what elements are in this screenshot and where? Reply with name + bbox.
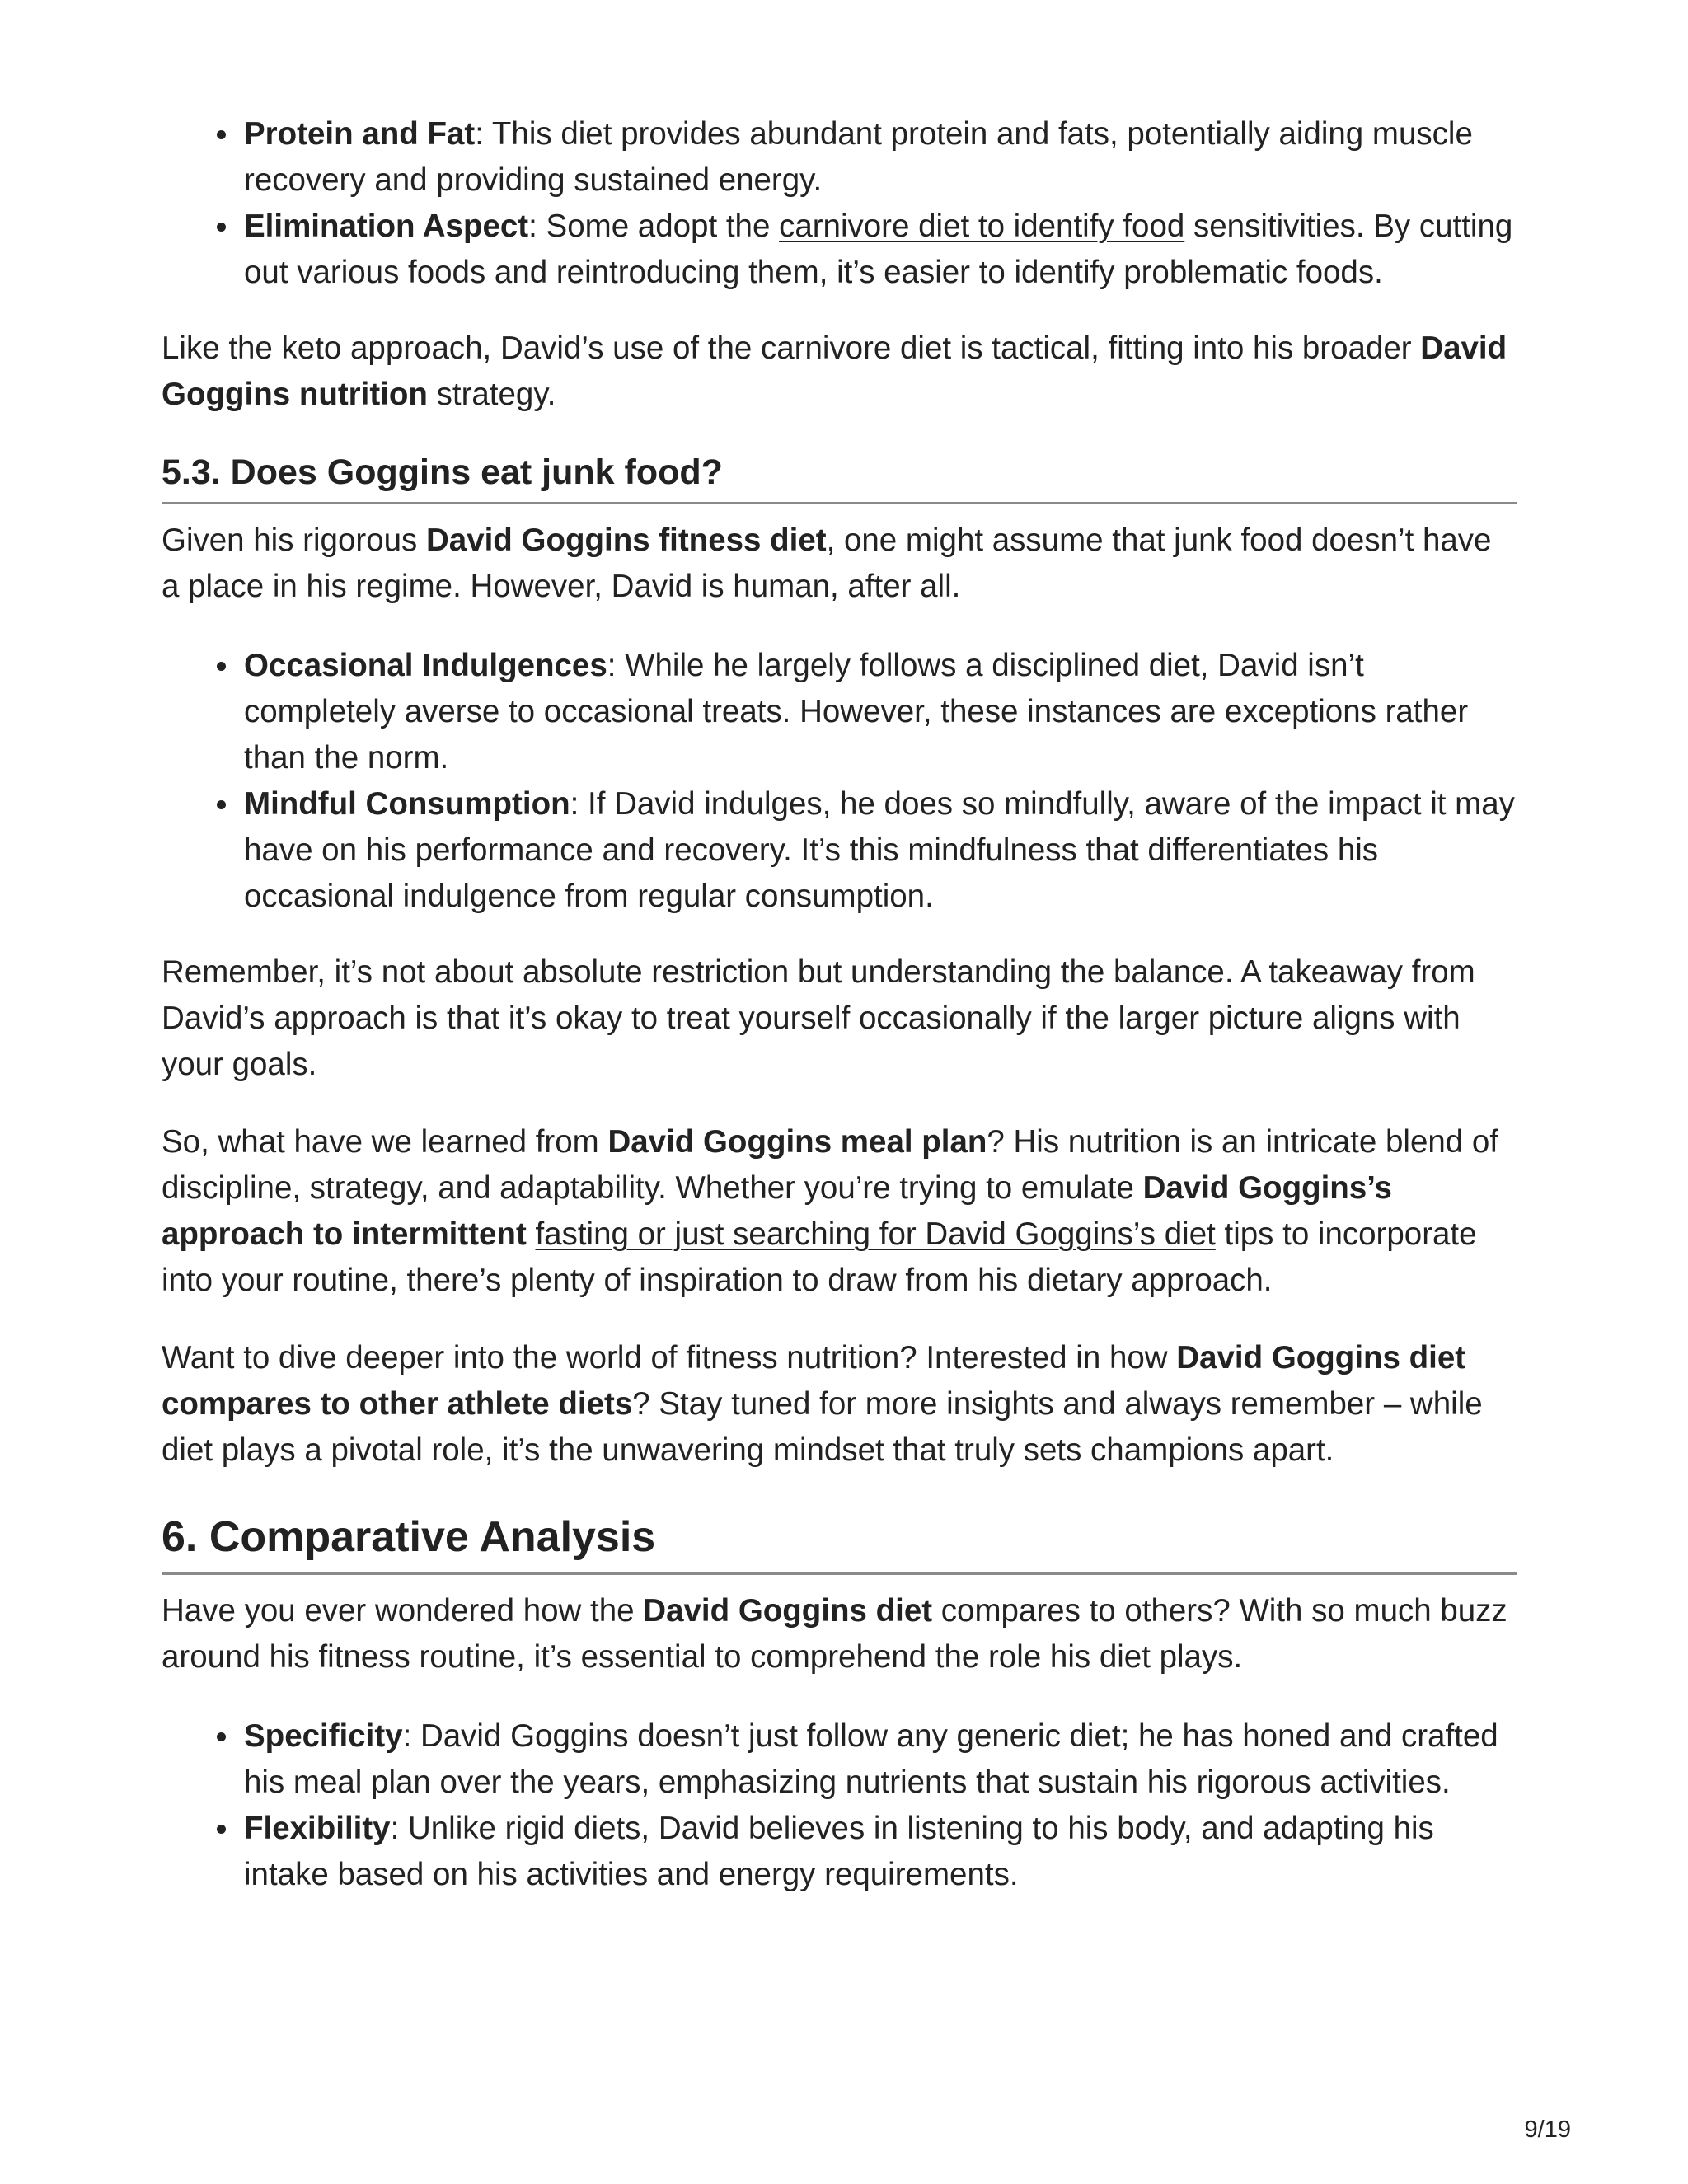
text: strategy. bbox=[427, 377, 556, 412]
list-item-elimination bbox=[244, 204, 1517, 296]
item-term: Specificity bbox=[244, 1718, 403, 1754]
bold-text: David Goggins meal plan bbox=[607, 1124, 987, 1160]
text: Given his rigorous bbox=[162, 523, 426, 558]
item-text: : Unlike rigid diets, David believes in listening to his body, and adapting his intake based on his activities and energy requirements. bbox=[244, 1811, 1434, 1892]
bold-text: David Goggins’s approach to intermittent bbox=[162, 1170, 1392, 1252]
item-term: Occasional Indulgences bbox=[244, 648, 607, 683]
article-content bbox=[162, 111, 1517, 1898]
item-text: : If David indulges, he does so mindfully, aware of the impact it may have on his performance and recovery. It’s this mindfulness that differentiates his occasional indulgence from regular consumption. bbox=[244, 786, 1515, 914]
text: ? Stay tuned for more insights and always remember – while diet plays a pivotal role, it’s the unwavering mindset that truly sets champions apart. bbox=[162, 1386, 1483, 1468]
text: Want to dive deeper into the world of fitness nutrition? Interested in how bbox=[162, 1340, 1177, 1376]
indulgence-list bbox=[162, 643, 1517, 920]
fasting-diet-link[interactable]: fasting or just searching for David Goggins’s diet bbox=[535, 1216, 1216, 1252]
list-item-flexibility bbox=[244, 1806, 1517, 1898]
text: Like the keto approach, David’s use of the carnivore diet is tactical, fitting into his broader bbox=[162, 330, 1421, 366]
bold-text: David Goggins fitness diet bbox=[425, 523, 827, 558]
text: Have you ever wondered how the bbox=[162, 1593, 644, 1629]
paragraph-junk-intro bbox=[162, 518, 1517, 610]
item-term: Elimination Aspect bbox=[244, 209, 529, 244]
item-term: Mindful Consumption bbox=[244, 786, 570, 822]
text: , one might assume that junk food doesn’t have a place in his regime. However, David is human, after all. bbox=[162, 523, 1492, 604]
paragraph-keto-approach bbox=[162, 326, 1517, 418]
item-text: sensitivities. By cutting out various foods and reintroducing them, it’s easier to identify problematic foods. bbox=[244, 209, 1513, 290]
list-item-mindful bbox=[244, 781, 1517, 920]
paragraph-dive-deeper bbox=[162, 1335, 1517, 1474]
bold-text: David Goggins diet bbox=[643, 1593, 933, 1629]
carnivore-diet-link[interactable]: carnivore diet to identify food bbox=[779, 209, 1185, 244]
heading-comparative-analysis: 6. Comparative Analysis bbox=[162, 1510, 1517, 1575]
paragraph-balance: Remember, it’s not about absolute restriction but understanding the balance. A takeaway from David’s approach is that it’s okay to treat yourself occasionally if the larger picture aligns with your goals. bbox=[162, 954, 1475, 1082]
bold-text: David Goggins nutrition bbox=[162, 330, 1507, 412]
item-text: : This diet provides abundant protein and fats, potentially aiding muscle recovery and providing sustained energy. bbox=[244, 116, 1473, 198]
comparison-list bbox=[162, 1713, 1517, 1898]
text: ? His nutrition is an intricate blend of discipline, strategy, and adaptability. Whether you’re trying to emulate bbox=[162, 1124, 1498, 1206]
item-text: : While he largely follows a disciplined diet, David isn’t completely averse to occasional treats. However, these instances are exceptions rather than the norm. bbox=[244, 648, 1469, 776]
bold-text: David Goggins diet compares to other athlete diets bbox=[162, 1340, 1466, 1422]
item-text: : Some adopt the bbox=[528, 209, 780, 244]
item-text: : David Goggins doesn’t just follow any generic diet; he has honed and crafted his meal plan over the years, emphasizing nutrients that sustain his rigorous activities. bbox=[244, 1718, 1498, 1800]
list-item-specificity bbox=[244, 1713, 1517, 1806]
item-term: Protein and Fat bbox=[244, 116, 476, 152]
text: compares to others? With so much buzz around his fitness routine, it’s essential to comprehend the role his diet plays. bbox=[162, 1593, 1507, 1675]
paragraph-comparative-intro bbox=[162, 1588, 1517, 1680]
list-item-protein-fat bbox=[244, 111, 1517, 204]
carnivore-benefits-list bbox=[162, 111, 1517, 296]
heading-junk-food: 5.3. Does Goggins eat junk food? bbox=[162, 449, 1517, 504]
list-item-occasional bbox=[244, 643, 1517, 781]
text: tips to incorporate into your routine, there’s plenty of inspiration to draw from his dietary approach. bbox=[162, 1216, 1477, 1298]
text bbox=[527, 1216, 536, 1252]
page-number: 9/19 bbox=[1524, 2116, 1571, 2143]
text: So, what have we learned from bbox=[162, 1124, 608, 1160]
paragraph-meal-plan bbox=[162, 1119, 1517, 1304]
item-term: Flexibility bbox=[244, 1811, 391, 1846]
